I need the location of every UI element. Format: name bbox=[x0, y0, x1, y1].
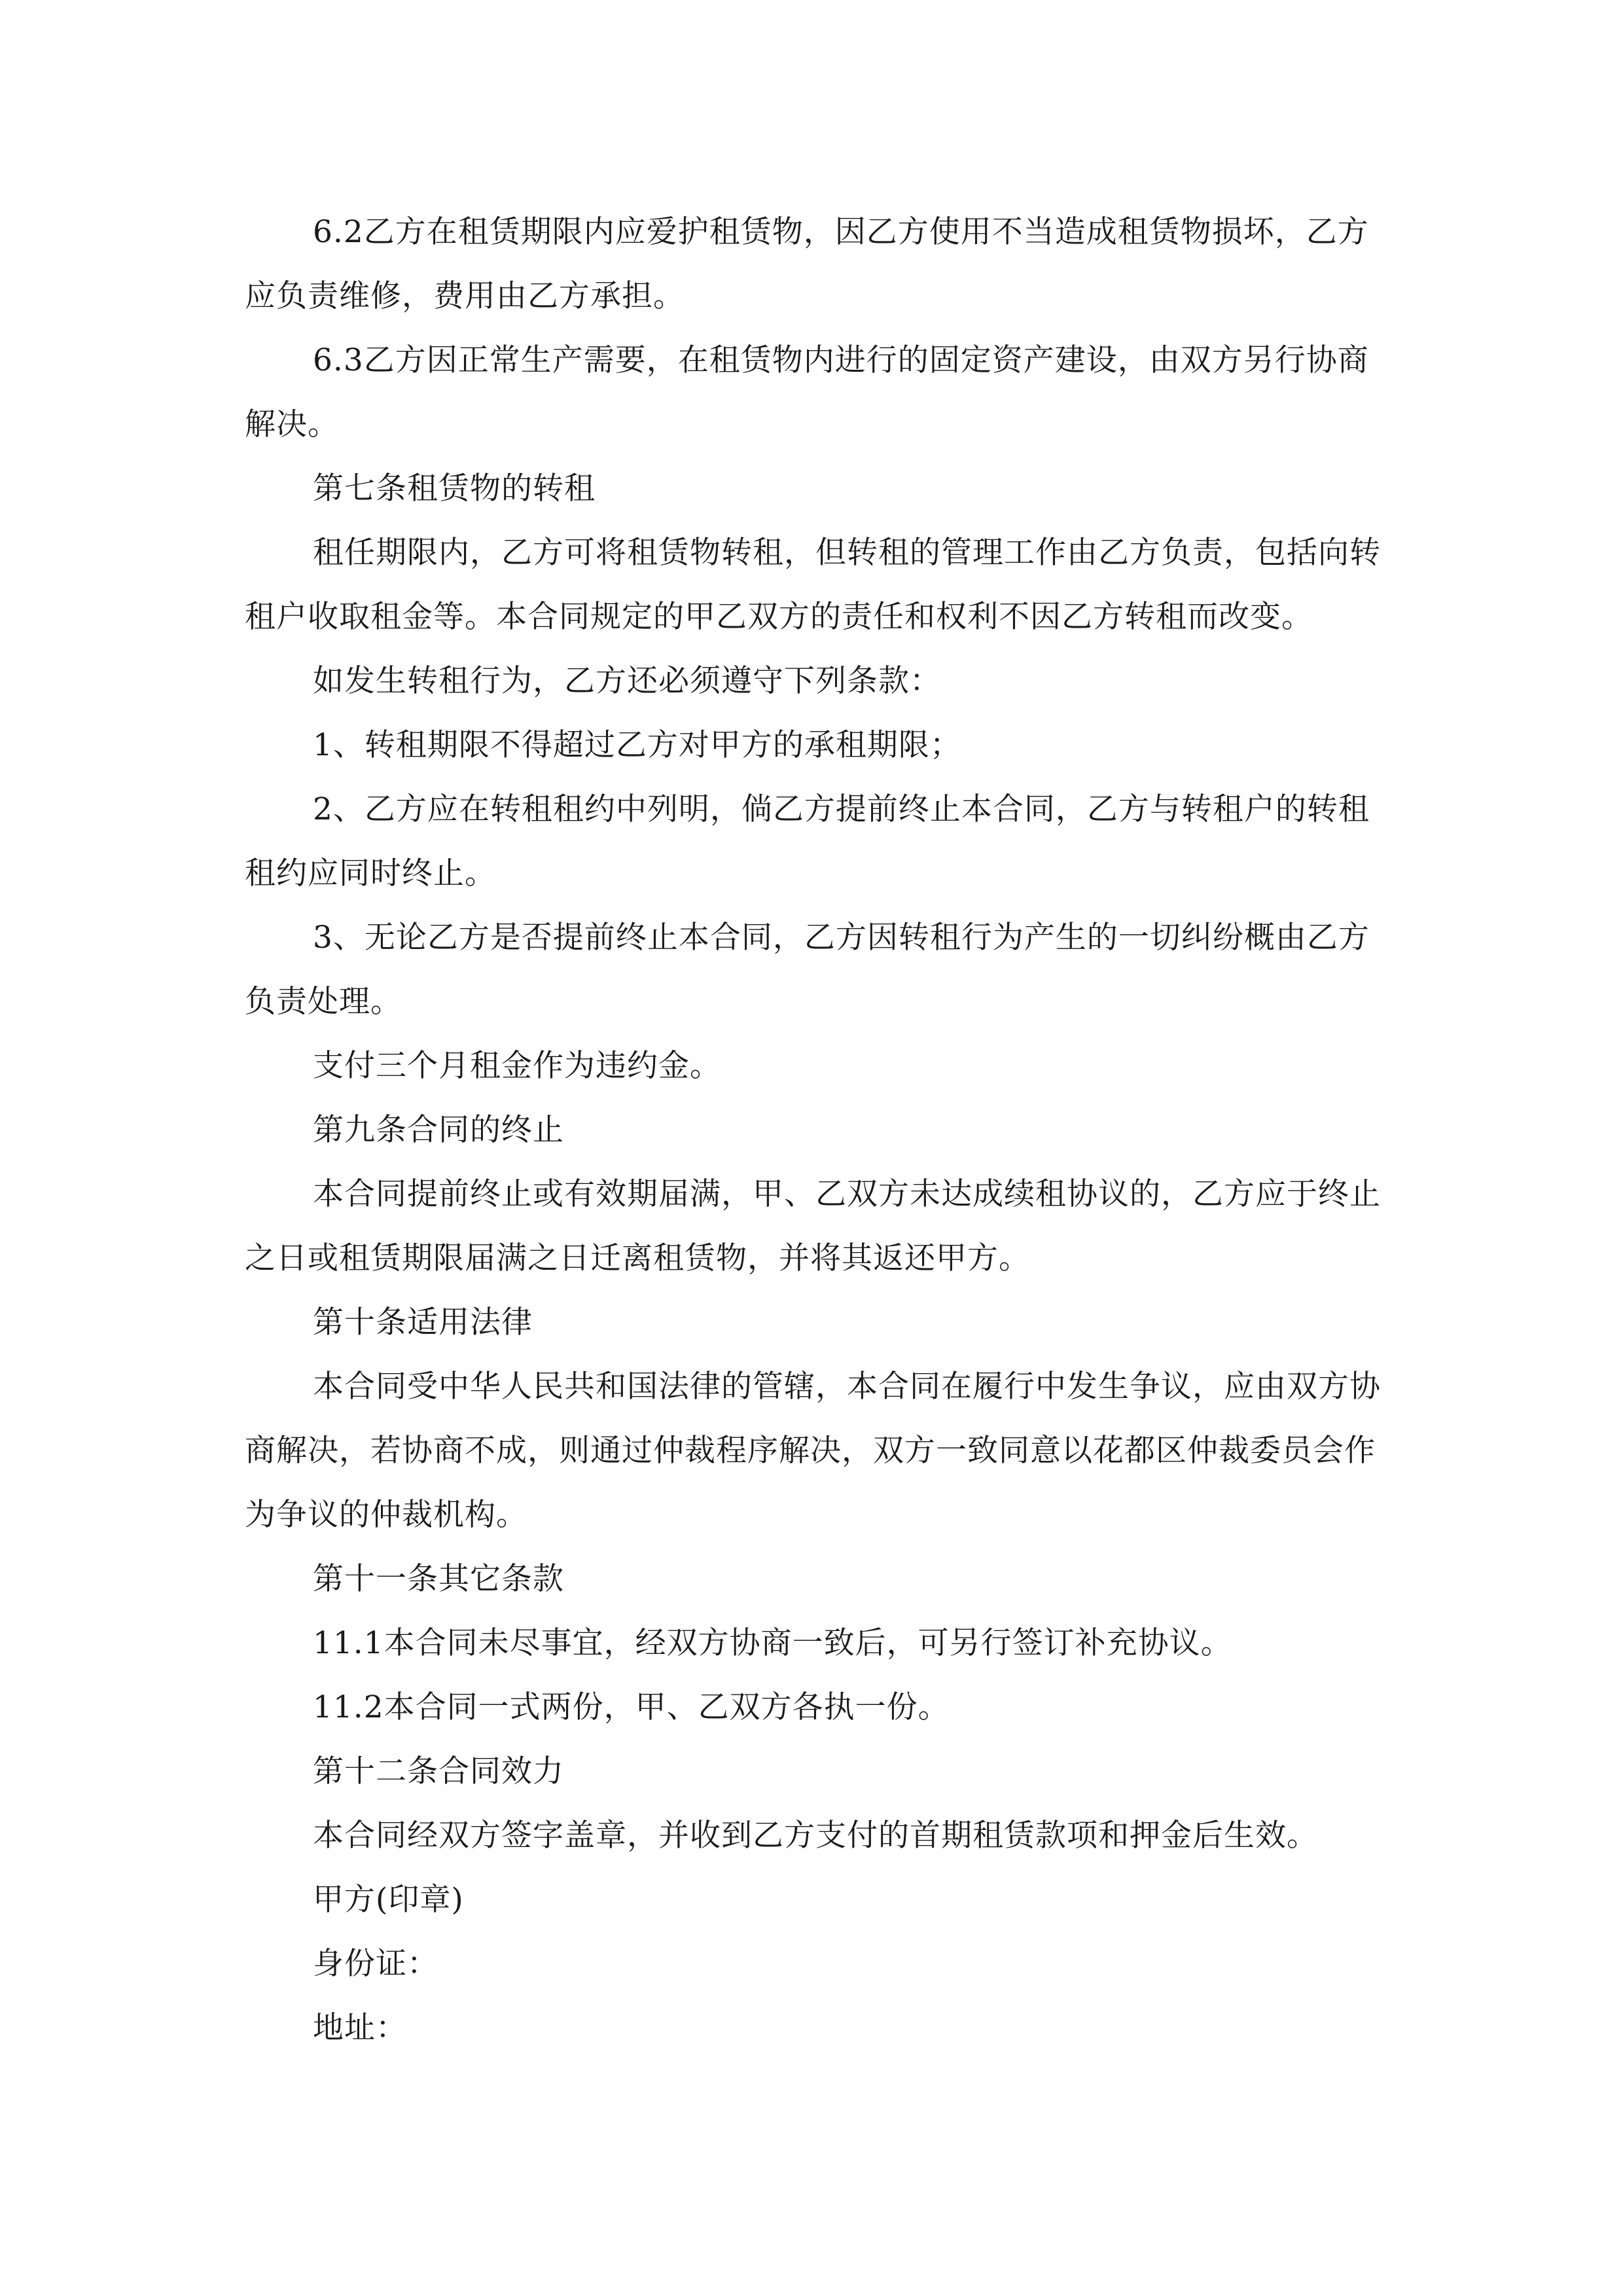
party-a-seal-label: 甲方(印章) bbox=[313, 1882, 464, 1918]
clause-6-2: 6.2乙方在租赁期限内应爱护租赁物，因乙方使用不当造成租赁物损坏，乙方应负责维修，费用由乙方承担。 bbox=[245, 214, 1369, 314]
article-11-heading: 第十一条其它条款 bbox=[313, 1561, 564, 1597]
sublease-term-3: 3、无论乙方是否提前终止本合同，乙方因转租行为产生的一切纠纷概由乙方负责处理。 bbox=[245, 920, 1370, 1020]
article-9-body: 本合同提前终止或有效期届满，甲、乙双方未达成续租协议的，乙方应于终止之日或租赁期限届满之日迁离租赁物，并将其返还甲方。 bbox=[245, 1176, 1381, 1276]
sublease-term-2: 2、乙方应在转租租约中列明，倘乙方提前终止本合同，乙方与转租户的转租租约应同时终止。 bbox=[245, 791, 1370, 891]
address-label: 地址： bbox=[313, 2010, 407, 2046]
article-12-heading: 第十二条合同效力 bbox=[313, 1753, 564, 1789]
penalty-clause: 支付三个月租金作为违约金。 bbox=[313, 1048, 721, 1084]
sublease-term-1: 1、转租期限不得超过乙方对甲方的承租期限； bbox=[313, 727, 961, 763]
article-10-heading: 第十条适用法律 bbox=[313, 1304, 533, 1340]
article-12-body: 本合同经双方签字盖章，并收到乙方支付的首期租赁款项和押金后生效。 bbox=[313, 1818, 1318, 1854]
clause-6-3: 6.3乙方因正常生产需要，在租赁物内进行的固定资产建设，由双方另行协商解决。 bbox=[245, 342, 1369, 442]
clause-11-1: 11.1本合同未尽事宜，经双方协商一致后，可另行签订补充协议。 bbox=[313, 1625, 1232, 1661]
article-7-heading: 第七条租赁物的转租 bbox=[313, 471, 596, 507]
article-9-heading: 第九条合同的终止 bbox=[313, 1112, 564, 1148]
article-10-body: 本合同受中华人民共和国法律的管辖，本合同在履行中发生争议，应由双方协商解决，若协商不成，则通过仲裁程序解决，双方一致同意以花都区仲裁委员会作为争议的仲裁机构。 bbox=[245, 1369, 1381, 1533]
article-7-body: 租任期限内，乙方可将租赁物转租，但转租的管理工作由乙方负责，包括向转租户收取租金等。本合同规定的甲乙双方的责任和权利不因乙方转租而改变。 bbox=[245, 535, 1381, 635]
clause-11-2: 11.2本合同一式两份，甲、乙双方各执一份。 bbox=[313, 1689, 950, 1725]
sublease-terms-intro: 如发生转租行为，乙方还必须遵守下列条款： bbox=[313, 663, 941, 699]
document-body bbox=[245, 200, 1383, 2060]
id-card-label: 身份证： bbox=[313, 1946, 438, 1982]
